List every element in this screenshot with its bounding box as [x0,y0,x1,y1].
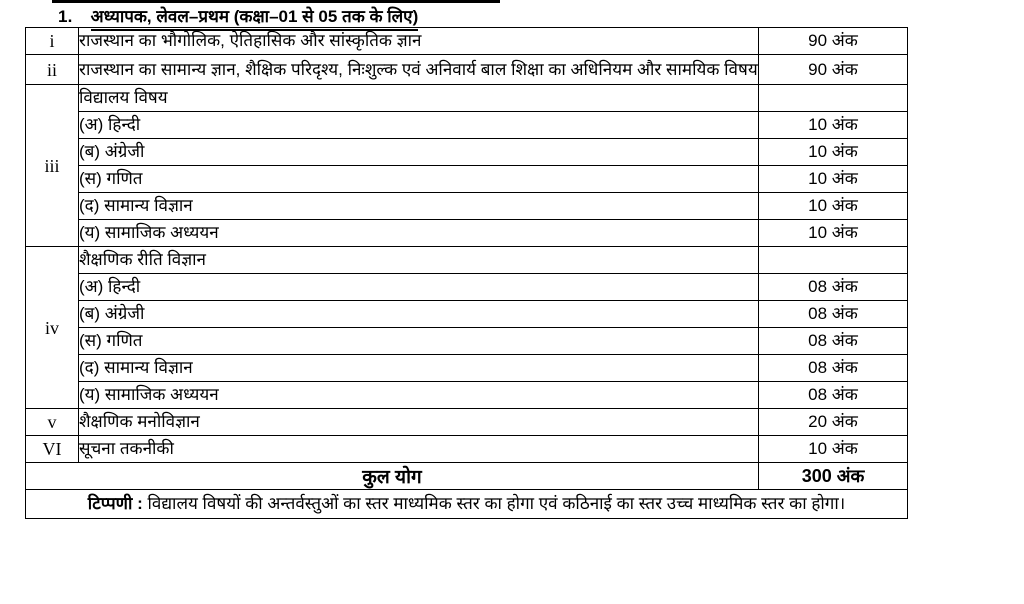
note-label: टिप्पणी : [87,494,143,513]
table-row [26,301,908,328]
row-marks: 90 अंक [759,55,908,85]
row-marks [759,85,908,112]
table-row [26,328,908,355]
table-row [26,274,908,301]
row-marks: 08 अंक [759,328,908,355]
table-row [26,247,908,274]
table-row [26,220,908,247]
row-subject: सूचना तकनीकी [79,436,759,463]
row-marks: 08 अंक [759,382,908,409]
row-numeral: v [26,409,79,436]
row-subject: (अ) हिन्दी [79,274,759,301]
row-marks [759,247,908,274]
row-numeral: ii [26,55,79,85]
row-marks: 08 अंक [759,355,908,382]
row-subject: राजस्थान का सामान्य ज्ञान, शैक्षिक परिदृश्य, निःशुल्क एवं अनिवार्य बाल शिक्षा का अधिनियम और सामयिक विषय [79,55,759,85]
row-subject: (स) गणित [79,328,759,355]
total-row [26,463,908,490]
row-marks: 10 अंक [759,139,908,166]
note-text: विद्यालय विषयों की अन्तर्वस्तुओं का स्तर माध्यमिक स्तर का होगा एवं कठिनाई का स्तर उच्च माध्यमिक स्तर का होगा। [142,494,846,513]
row-numeral: i [26,28,79,55]
row-numeral: iv [26,247,79,409]
row-subject: (द) सामान्य विज्ञान [79,355,759,382]
row-marks: 10 अंक [759,220,908,247]
table-row [26,85,908,112]
row-numeral: iii [26,85,79,247]
note-cell [26,490,908,519]
row-marks: 10 अंक [759,436,908,463]
row-marks: 08 अंक [759,301,908,328]
total-marks: 300 अंक [759,463,908,490]
row-marks: 10 अंक [759,112,908,139]
row-marks: 08 अंक [759,274,908,301]
top-clipped-rule [52,0,500,3]
row-subject: शैक्षणिक रीति विज्ञान [79,247,759,274]
row-marks: 90 अंक [759,28,908,55]
row-marks: 10 अंक [759,193,908,220]
table-row [26,436,908,463]
table-row [26,166,908,193]
row-subject: (ब) अंग्रेजी [79,301,759,328]
row-subject: (य) सामाजिक अध्ययन [79,220,759,247]
row-subject: (य) सामाजिक अध्ययन [79,382,759,409]
table-row [26,139,908,166]
row-subject: विद्यालय विषय [79,85,759,112]
syllabus-table [25,27,908,519]
note-row [26,490,908,519]
heading-number: 1. [58,7,73,26]
table-row [26,112,908,139]
heading-title: अध्यापक, लेवल–प्रथम (कक्षा–01 से 05 तक के लिए) [91,6,419,31]
row-subject: (अ) हिन्दी [79,112,759,139]
row-marks: 20 अंक [759,409,908,436]
table-row [26,355,908,382]
row-numeral: VI [26,436,79,463]
row-subject: (ब) अंग्रेजी [79,139,759,166]
syllabus-table-wrapper [25,27,907,519]
table-row [26,28,908,55]
table-row [26,409,908,436]
row-marks: 10 अंक [759,166,908,193]
row-subject: (स) गणित [79,166,759,193]
total-label: कुल योग [26,463,759,490]
row-subject: शैक्षणिक मनोविज्ञान [79,409,759,436]
row-subject: राजस्थान का भौगोलिक, ऐतिहासिक और सांस्कृतिक ज्ञान [79,28,759,55]
syllabus-table-body [26,28,908,519]
table-row [26,55,908,85]
row-subject: (द) सामान्य विज्ञान [79,193,759,220]
table-row [26,382,908,409]
table-row [26,193,908,220]
